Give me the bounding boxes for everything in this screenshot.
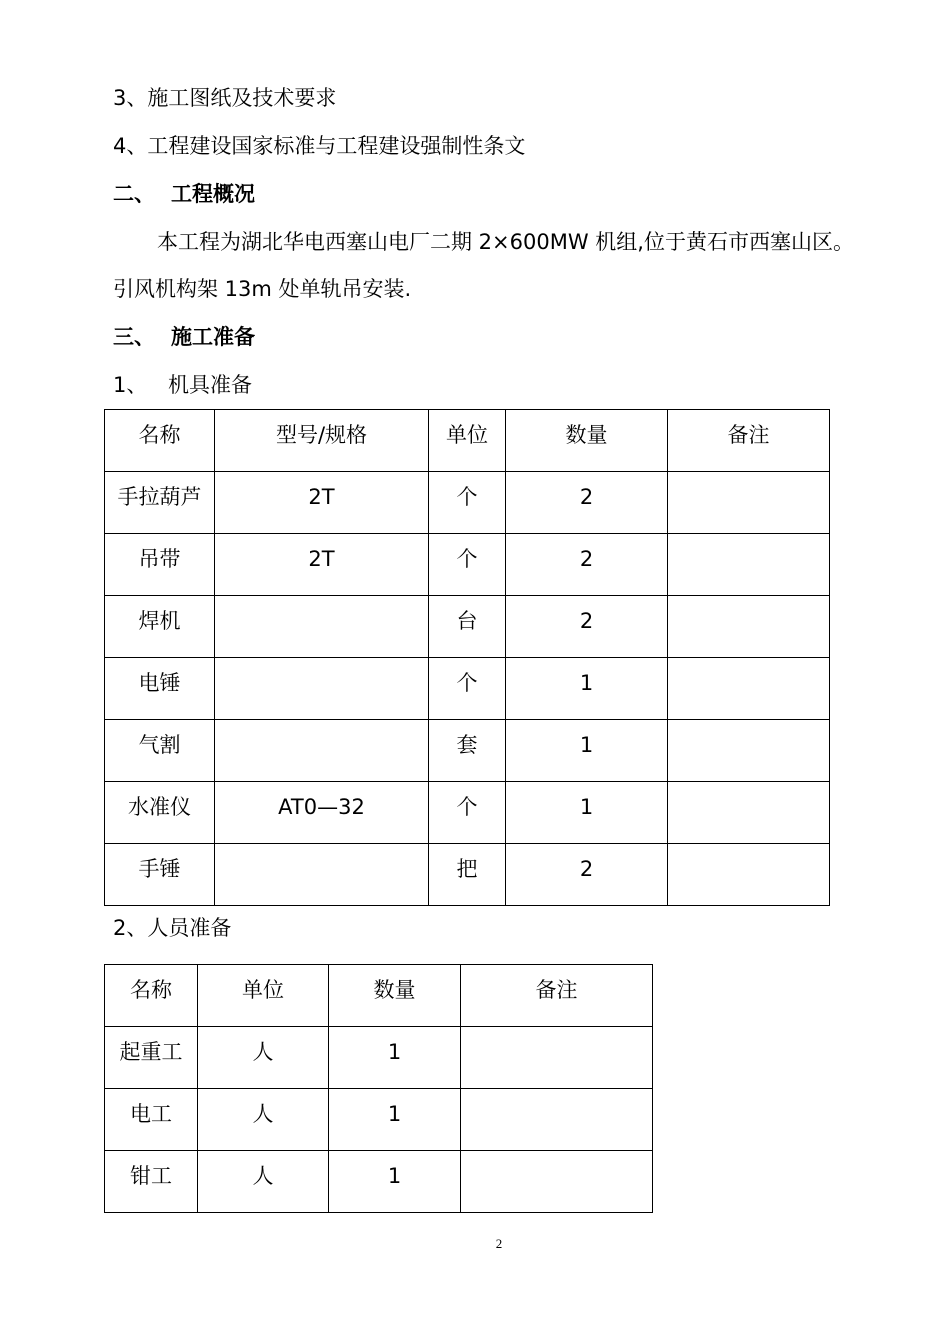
table-cell: 电锤 xyxy=(105,658,215,720)
section-heading-preparation xyxy=(113,323,255,351)
table-cell xyxy=(668,472,830,534)
table-cell: 人 xyxy=(198,1027,329,1089)
header-cell: 名称 xyxy=(105,965,198,1027)
table-cell xyxy=(668,596,830,658)
table-cell: 吊带 xyxy=(105,534,215,596)
table-cell: 台 xyxy=(429,596,506,658)
overview-paragraph-line-1: 本工程为湖北华电西塞山电厂二期 2×600MW 机组,位于黄石市西塞山区。 xyxy=(157,230,854,254)
table-header-row xyxy=(105,965,653,1027)
table-cell: 2 xyxy=(506,472,668,534)
header-cell: 名称 xyxy=(105,410,215,472)
page-number: 2 xyxy=(495,1236,503,1251)
table-cell xyxy=(215,658,429,720)
table-cell: 焊机 xyxy=(105,596,215,658)
header-cell: 数量 xyxy=(506,410,668,472)
table-cell: 个 xyxy=(429,658,506,720)
table-cell: 人 xyxy=(198,1151,329,1213)
table-cell: 气割 xyxy=(105,720,215,782)
table-cell: 套 xyxy=(429,720,506,782)
subsection-heading-tools xyxy=(113,371,252,399)
table-cell xyxy=(461,1027,653,1089)
table-cell: 水准仪 xyxy=(105,782,215,844)
table-row xyxy=(105,596,830,658)
table-cell xyxy=(461,1151,653,1213)
subsection-number: 1、 xyxy=(113,373,148,397)
header-cell: 单位 xyxy=(198,965,329,1027)
table-row xyxy=(105,658,830,720)
table-cell: 起重工 xyxy=(105,1027,198,1089)
table-cell: 人 xyxy=(198,1089,329,1151)
header-cell: 型号/规格 xyxy=(215,410,429,472)
table-cell xyxy=(215,720,429,782)
table-cell: 个 xyxy=(429,472,506,534)
table-cell: 1 xyxy=(506,720,668,782)
table-row xyxy=(105,720,830,782)
overview-paragraph-line-2: 引风机构架 13m 处单轨吊安装. xyxy=(113,277,412,301)
section-title: 施工准备 xyxy=(171,325,255,349)
table-cell xyxy=(668,844,830,906)
table-cell: 把 xyxy=(429,844,506,906)
header-cell: 备注 xyxy=(668,410,830,472)
table-row xyxy=(105,1151,653,1213)
section-heading-overview xyxy=(113,180,255,208)
table-row xyxy=(105,534,830,596)
table-cell: 1 xyxy=(506,658,668,720)
table-cell xyxy=(668,782,830,844)
table-row xyxy=(105,844,830,906)
table-cell: AT0—32 xyxy=(215,782,429,844)
equipment-table xyxy=(104,409,830,906)
table-cell xyxy=(215,596,429,658)
table-row xyxy=(105,472,830,534)
table-row xyxy=(105,1027,653,1089)
table-cell: 1 xyxy=(329,1089,461,1151)
table-row xyxy=(105,1089,653,1151)
table-cell xyxy=(668,534,830,596)
table-cell: 个 xyxy=(429,534,506,596)
table-header-row xyxy=(105,410,830,472)
section-number: 三、 xyxy=(113,325,155,349)
subsection-heading-staff: 2、人员准备 xyxy=(113,916,232,940)
header-cell: 备注 xyxy=(461,965,653,1027)
table-cell: 1 xyxy=(506,782,668,844)
table-cell: 2 xyxy=(506,844,668,906)
table-cell: 2 xyxy=(506,534,668,596)
table-cell: 个 xyxy=(429,782,506,844)
table-cell: 手拉葫芦 xyxy=(105,472,215,534)
staff-table xyxy=(104,964,653,1213)
header-cell: 单位 xyxy=(429,410,506,472)
table-cell: 钳工 xyxy=(105,1151,198,1213)
table-cell: 2T xyxy=(215,534,429,596)
table-cell xyxy=(215,844,429,906)
subsection-title: 机具准备 xyxy=(168,373,252,397)
table-cell xyxy=(668,720,830,782)
table-cell: 1 xyxy=(329,1151,461,1213)
section-number: 二、 xyxy=(113,182,155,206)
reference-item-3: 3、施工图纸及技术要求 xyxy=(113,86,337,110)
table-cell: 电工 xyxy=(105,1089,198,1151)
table-cell: 1 xyxy=(329,1027,461,1089)
table-cell: 2T xyxy=(215,472,429,534)
table-cell xyxy=(461,1089,653,1151)
table-cell: 手锤 xyxy=(105,844,215,906)
section-title: 工程概况 xyxy=(171,182,255,206)
table-cell xyxy=(668,658,830,720)
table-cell: 2 xyxy=(506,596,668,658)
header-cell: 数量 xyxy=(329,965,461,1027)
table-row xyxy=(105,782,830,844)
reference-item-4: 4、工程建设国家标准与工程建设强制性条文 xyxy=(113,134,526,158)
